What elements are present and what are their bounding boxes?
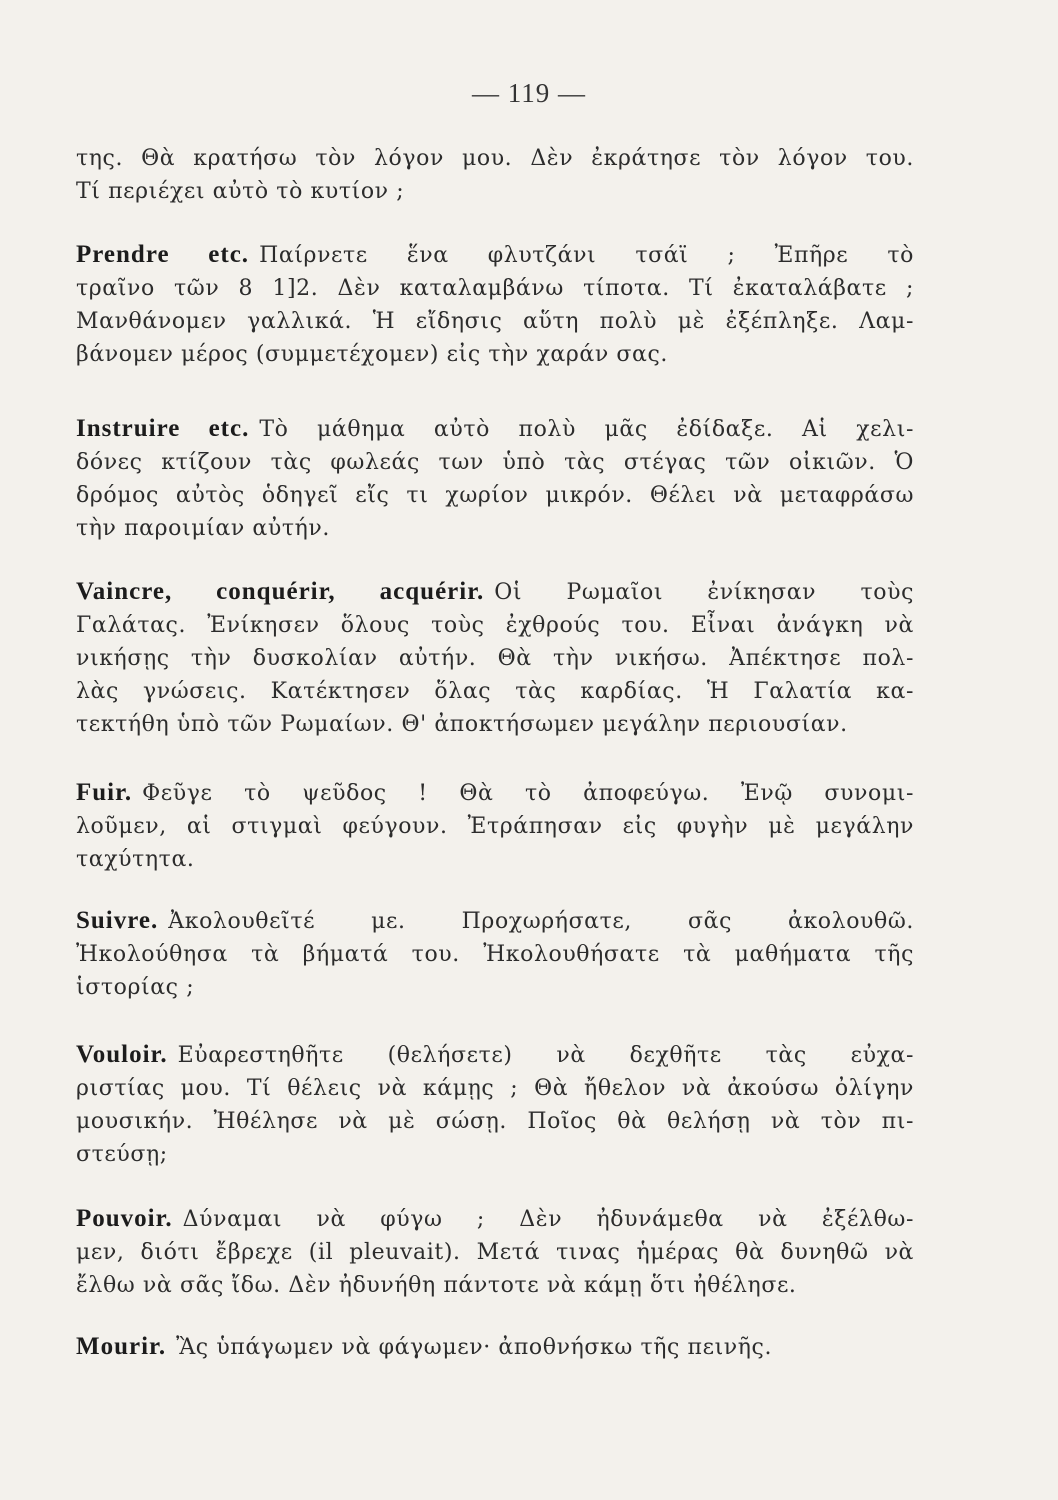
- text-line: Γαλάτας. Ἐνίκησεν ὅλους τοὺς ἐχθρούς του. Εἶναι ἀνάγκη νὰ: [76, 613, 914, 638]
- page-number: — 119 —: [472, 78, 586, 108]
- text-run: Φεῦγε τὸ ψεῦδος ! Θὰ τὸ ἀποφεύγω. Ἐνῷ συνομι-: [142, 781, 914, 806]
- text-line: μουσικήν. Ἠθέλησε νὰ μὲ σώσῃ. Ποῖος θὰ θελήσῃ νὰ τὸν πι-: [76, 1109, 914, 1134]
- paragraph-vaincre: [76, 575, 914, 741]
- paragraph-continuation: [76, 142, 914, 208]
- headword: Mourir.: [76, 1333, 167, 1360]
- text-line: ριστίας μου. Τί θέλεις νὰ κάμῃς ; Θὰ ἤθελον νὰ ἀκούσω ὀλίγην: [76, 1076, 914, 1101]
- text-line: λὰς γνώσεις. Κατέκτησεν ὅλας τὰς καρδίας. Ἡ Γαλατία κα-: [76, 679, 914, 704]
- text-line: ἔλθω νὰ σᾶς ἴδω. Δὲν ἠδυνήθη πάντοτε νὰ κάμῃ ὅτι ἠθέλησε.: [76, 1273, 797, 1298]
- text-line: Τί περιέχει αὐτὸ τὸ κυτίον ;: [76, 179, 405, 204]
- text-line: δόνες κτίζουν τὰς φωλεάς των ὑπὸ τὰς στέγας τῶν οἰκιῶν. Ὁ: [76, 450, 914, 475]
- text-line: τραῖνο τῶν 8 1]2. Δὲν καταλαμβάνω τίποτα. Τί ἐκαταλάβατε ;: [76, 276, 914, 301]
- text-line: στεύσῃ;: [76, 1142, 168, 1167]
- headword: Vouloir.: [76, 1041, 168, 1068]
- text-line: [76, 904, 914, 938]
- paragraph-vouloir: [76, 1038, 914, 1171]
- text-line: Ἠκολούθησα τὰ βήματά του. Ἠκολουθήσατε τὰ μαθήματα τῆς: [76, 942, 914, 967]
- text-line: [76, 575, 914, 609]
- text-line: βάνομεν μέρος (συμμετέχομεν) εἰς τὴν χαράν σας.: [76, 342, 668, 367]
- headword: Pouvoir.: [76, 1205, 173, 1232]
- text-line: μεν, διότι ἔβρεχε (il pleuvait). Μετά τινας ἡμέρας θὰ δυνηθῶ νὰ: [76, 1240, 914, 1265]
- headword: Instruire etc.: [76, 415, 250, 442]
- text-line: λοῦμεν, αἱ στιγμαὶ φεύγουν. Ἐτράπησαν εἰς φυγὴν μὲ μεγάλην: [76, 814, 914, 839]
- paragraph-pouvoir: [76, 1202, 914, 1302]
- paragraph-prendre: [76, 238, 914, 371]
- headword: Fuir.: [76, 779, 133, 806]
- text-line: δρόμος αὐτὸς ὁδηγεῖ εἴς τι χωρίον μικρόν. Θέλει νὰ μεταφράσω: [76, 483, 914, 508]
- headword: Suivre.: [76, 907, 159, 934]
- text-line: τεκτήθη ὑπὸ τῶν Ρωμαίων. Θ' ἀποκτήσωμεν μεγάλην περιουσίαν.: [76, 712, 848, 737]
- text-run: Ἂς ὑπάγωμεν νὰ φάγωμεν· ἀποθνήσκω τῆς πεινῆς.: [176, 1335, 773, 1360]
- headword: Prendre etc.: [76, 241, 250, 268]
- text-run: Παίρνετε ἕνα φλυτζάνι τσάϊ ; Ἐπῆρε τὸ: [259, 243, 915, 268]
- text-line: [76, 1330, 914, 1364]
- text-line: [76, 238, 914, 272]
- text-line: Μανθάνομεν γαλλικά. Ἡ εἴδησις αὕτη πολὺ μὲ ἐξέπληξε. Λαμ-: [76, 309, 914, 334]
- text-line: ἱστορίας ;: [76, 975, 195, 1000]
- text-line: [76, 1038, 914, 1072]
- text-run: Εὐαρεστηθῆτε (θελήσετε) νὰ δεχθῆτε τὰς εὐχα-: [177, 1043, 914, 1068]
- headword: Vaincre, conquérir, acquérir.: [76, 578, 485, 605]
- text-run: Τὸ μάθημα αὐτὸ πολὺ μᾶς ἐδίδαξε. Αἱ χελι-: [259, 417, 914, 442]
- text-line: ταχύτητα.: [76, 847, 195, 872]
- text-line: νικήσῃς τὴν δυσκολίαν αὐτήν. Θὰ τὴν νικήσω. Ἀπέκτησε πολ-: [76, 646, 914, 671]
- paragraph-mourir: [76, 1330, 914, 1364]
- text-line: τὴν παροιμίαν αὐτήν.: [76, 516, 330, 541]
- text-line: της. Θὰ κρατήσω τὸν λόγον μου. Δὲν ἐκράτησε τὸν λόγον του.: [76, 146, 914, 171]
- text-run: Οἱ Ρωμαῖοι ἐνίκησαν τοὺς: [494, 580, 914, 605]
- text-line: [76, 412, 914, 446]
- paragraph-fuir: [76, 776, 914, 876]
- text-run: Ἀκολουθεῖτέ με. Προχωρήσατε, σᾶς ἀκολουθῶ.: [168, 909, 914, 934]
- text-run: Δύναμαι νὰ φύγω ; Δὲν ἠδυνάμεθα νὰ ἐξέλθω-: [182, 1207, 914, 1232]
- text-line: [76, 1202, 914, 1236]
- paragraph-suivre: [76, 904, 914, 1004]
- text-line: [76, 776, 914, 810]
- paragraph-instruire: [76, 412, 914, 545]
